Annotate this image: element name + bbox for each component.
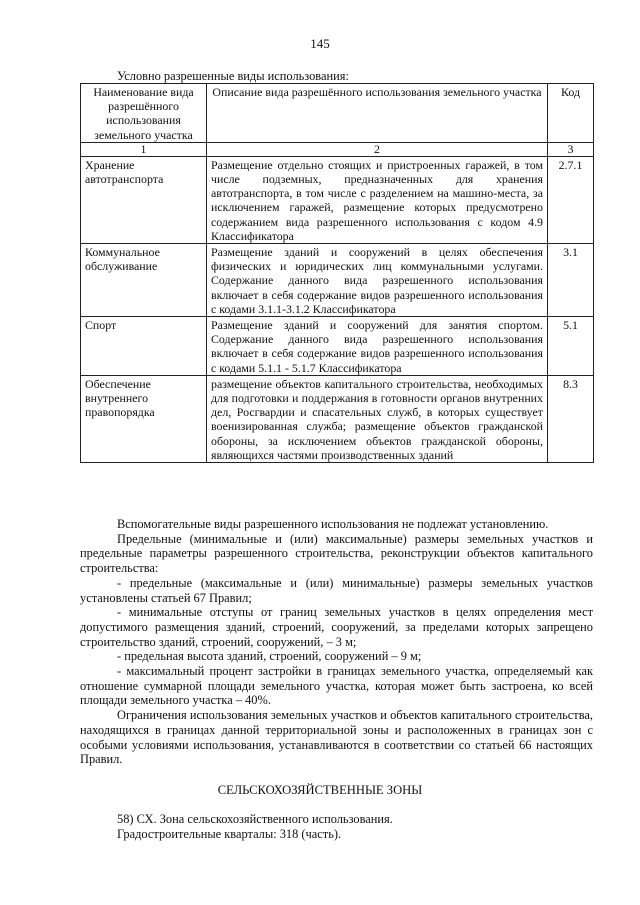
- use-description-cell: Размещение зданий и сооружений в целях обеспечения физических и юридических лиц коммунальными услугами. Содержание данного вида разрешенного использования включает в себя содержание видов разрешенного использования с кодами 3.1.1-3.1.2 Классификатора: [207, 244, 548, 317]
- use-code-cell: 3.1: [548, 244, 594, 317]
- use-code-cell: 2.7.1: [548, 156, 594, 243]
- use-description-cell: размещение объектов капитального строительства, необходимых для подготовки и поддержания в готовности органов внутренних дел, Росгвардии и спасательных служб, в которых существует военизированная служба; размещение объектов гражданской обороны, за исключением объектов гражданской обороны, являющихся частями производственных зданий: [207, 375, 548, 462]
- use-name-cell: Коммунальное обслуживание: [81, 244, 207, 317]
- zone-block: [117, 812, 393, 842]
- table-header-row: [81, 84, 594, 143]
- plot-size-item: - предельные (максимальные и (или) минимальные) размеры земельных участков установлены статьей 67 Правил;: [80, 575, 593, 605]
- restrictions-paragraph: Ограничения использования земельных участков и объектов капитального строительства, находящихся в границах данной территориальной зоны и расположенных в границах зон с особыми условиями использования, устанавливаются в соответствии со статьей 66 настоящих Правил.: [80, 708, 593, 767]
- section-heading: СЕЛЬСКОХОЗЯЙСТВЕННЫЕ ЗОНЫ: [217, 783, 423, 797]
- setback-item: - минимальные отступы от границ земельных участков в целях определения мест допустимого размещения зданий, строений, сооружений, за пределами которых запрещено строительство зданий, строений, сооружений, – 3 м;: [80, 605, 593, 649]
- table-row: [81, 244, 594, 317]
- column-number: 2: [207, 142, 548, 156]
- use-description-cell: Размещение отдельно стоящих и пристроенных гаражей, в том числе подземных, предназначенных для хранения автотранспорта, в том числе с разделением на машино-места, за исключением гаражей, размещение которых предусмотрено содержанием вида разрешенного использования с кодом 4.9 Классификатора: [207, 156, 548, 243]
- table-row: [81, 375, 594, 462]
- zone-title: 58) СХ. Зона сельскохозяйственного использования.: [117, 812, 393, 826]
- zone-regulations-text: [80, 517, 593, 767]
- use-code-cell: 8.3: [548, 375, 594, 462]
- header-use-description: Описание вида разрешённого использования земельного участка: [207, 84, 548, 143]
- column-number: 3: [548, 142, 594, 156]
- table-row: [81, 317, 594, 376]
- header-code: Код: [548, 84, 594, 143]
- table-caption: Условно разрешенные виды использования:: [117, 69, 349, 83]
- auxiliary-uses-paragraph: Вспомогательные виды разрешенного использования не подлежат установлению.: [117, 517, 549, 531]
- permitted-uses-table: [80, 83, 594, 463]
- use-name-cell: Обеспечение внутреннего правопорядка: [81, 375, 207, 462]
- parameters-intro-paragraph: Предельные (минимальные и (или) максимальные) размеры земельных участков и предельные параметры разрешенного строительства, реконструкции объектов капитального строительства:: [80, 531, 593, 576]
- column-number: 1: [81, 142, 207, 156]
- table-numbering-row: [81, 142, 594, 156]
- table-row: [81, 156, 594, 243]
- use-name-cell: Хранение автотранспорта: [81, 156, 207, 243]
- coverage-item: - максимальный процент застройки в границах земельного участка, определяемый как отношение суммарной площади земельного участка, которая может быть застроена, ко всей площади земельного участка – 40%.: [80, 664, 593, 708]
- page-number: 145: [310, 36, 330, 51]
- zone-blocks: Градостроительные кварталы: 318 (часть).: [117, 827, 342, 841]
- header-use-name: Наименование вида разрешённого использования земельного участка: [81, 84, 207, 143]
- use-description-cell: Размещение зданий и сооружений для занятия спортом. Содержание данного вида разрешенного использования включает в себя содержание видов разрешенного использования с кодами 5.1.1 - 5.1.7 Классификатора: [207, 317, 548, 376]
- use-code-cell: 5.1: [548, 317, 594, 376]
- use-name-cell: Спорт: [81, 317, 207, 376]
- height-limit-item: - предельная высота зданий, строений, сооружений – 9 м;: [117, 649, 422, 664]
